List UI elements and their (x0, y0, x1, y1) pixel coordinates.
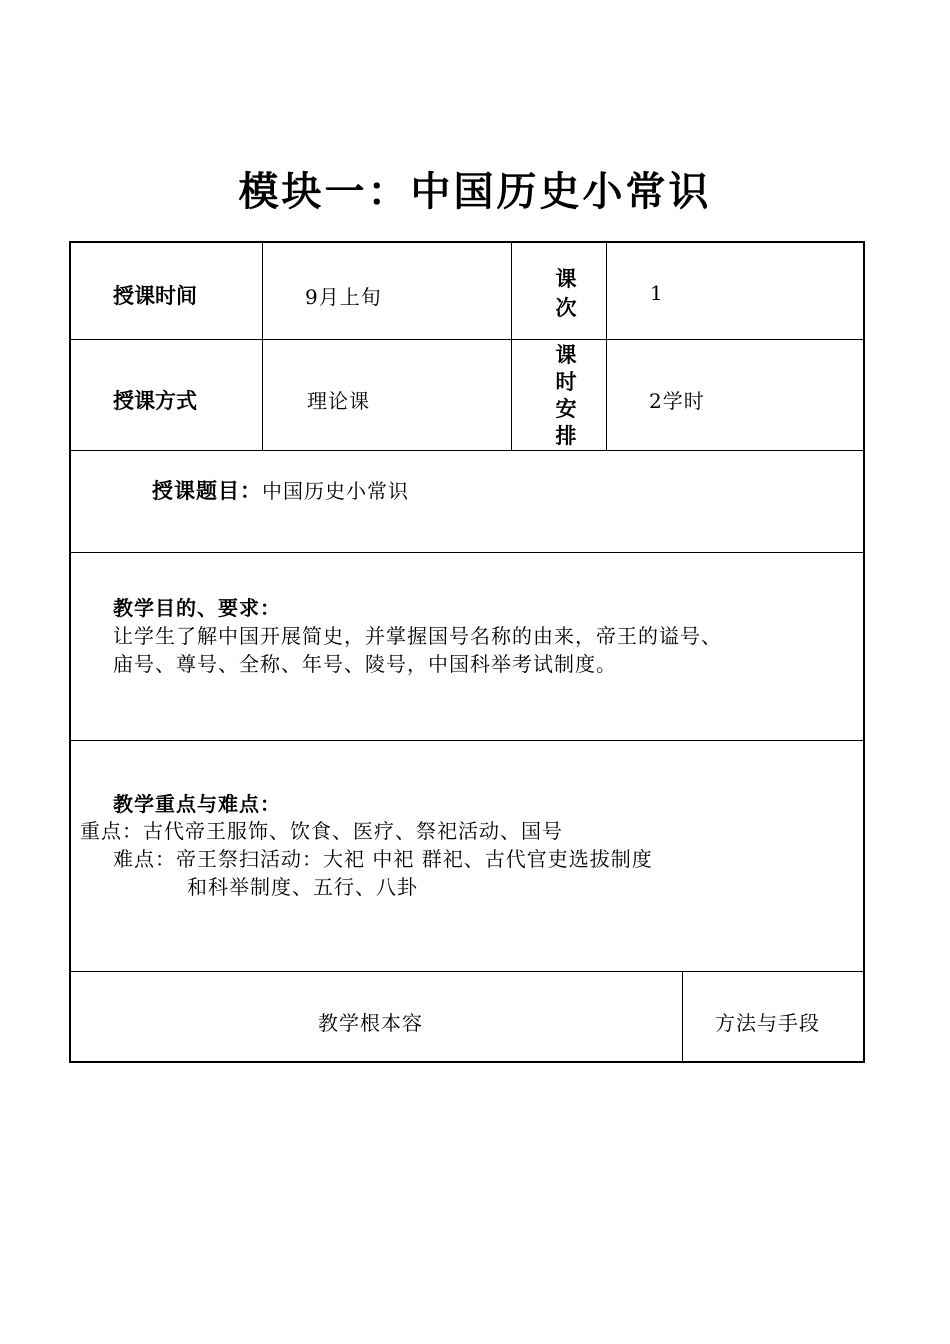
table-border-bottom (69, 1061, 865, 1063)
session-value: 1 (650, 281, 664, 305)
table-border-left (69, 241, 71, 1063)
focus-line: 重点：古代帝王服饰、饮食、医疗、祭祀活动、国号 (80, 819, 563, 843)
content-label: 教学根本容 (318, 1011, 423, 1035)
row-divider (69, 339, 865, 340)
objectives-line-1: 让学生了解中国开展简史，并掌握国号名称的由来，帝王的谥号、 (113, 624, 722, 648)
difficulty-line-2: 和科举制度、五行、八卦 (187, 875, 418, 899)
method-label: 授课方式 (113, 389, 197, 413)
row-divider (69, 552, 865, 553)
table-border-top (69, 241, 865, 243)
time-value: 9月上旬 (305, 285, 382, 309)
page-title: 模块一：中国历史小常识 (238, 169, 712, 215)
hours-label: 课时安排 (555, 343, 577, 448)
topic-label: 授课题目： (152, 479, 262, 503)
session-label: 课次 (555, 267, 577, 320)
topic-value: 中国历史小常识 (262, 479, 409, 503)
row-divider (69, 740, 865, 741)
objectives-line-2: 庙号、尊号、全称、年号、陵号，中国科举考试制度。 (113, 652, 617, 676)
objectives-label: 教学目的、要求： (113, 596, 281, 620)
hours-value: 2学时 (649, 389, 705, 413)
col-divider (682, 971, 683, 1062)
method-means-label: 方法与手段 (715, 1011, 820, 1035)
row-divider (69, 450, 865, 451)
keypoints-label: 教学重点与难点： (113, 792, 281, 816)
difficulty-line-1: 难点：帝王祭扫活动：大祀 中祀 群祀、古代官吏选拔制度 (113, 847, 653, 871)
table-border-right (863, 241, 865, 1063)
col-divider (511, 241, 512, 451)
topic-line (152, 477, 409, 505)
col-divider (262, 241, 263, 451)
time-label: 授课时间 (113, 284, 197, 308)
col-divider (606, 241, 607, 451)
row-divider (69, 971, 865, 972)
method-value: 理论课 (307, 389, 370, 413)
